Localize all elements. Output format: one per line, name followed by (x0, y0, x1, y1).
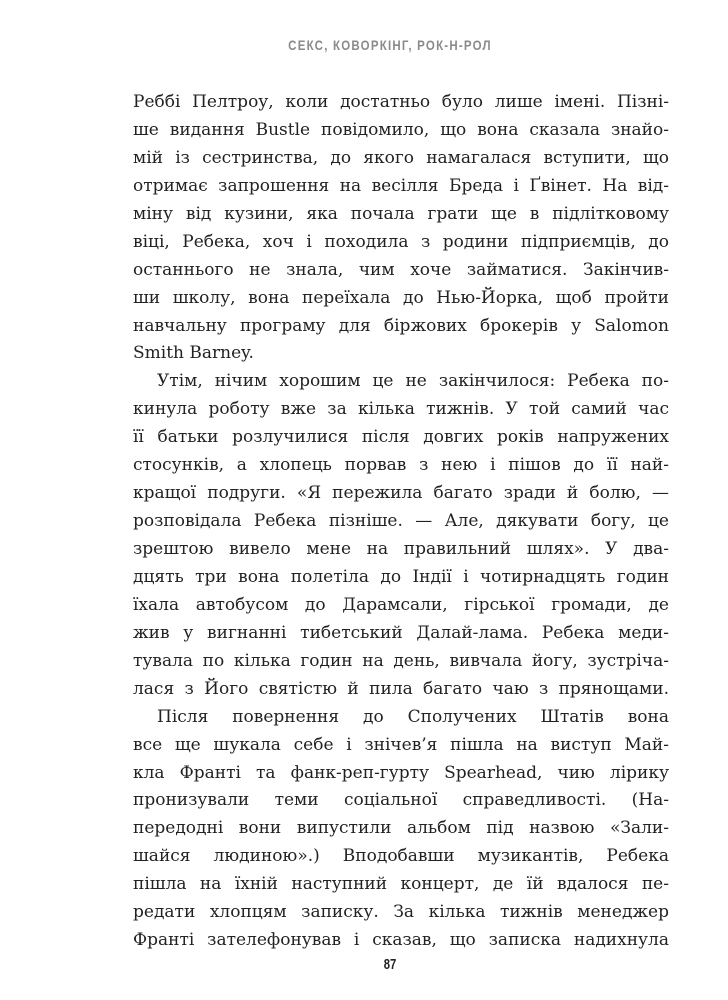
text-line: редати хлопцям записку. За кілька тижнів менеджер (133, 902, 669, 923)
text-line: жив у вигнанні тибетський Далай-лама. Ребека меди- (133, 622, 669, 643)
text-line: все ще шукала себе і знічев’я пішла на виступ Май- (133, 734, 669, 755)
text-line: Утім, нічим хорошим це не закінчилося: Ребека по- (157, 371, 669, 392)
paragraph (133, 368, 669, 703)
text-line: міну від кузини, яка почала грати ще в підлітковому (133, 203, 669, 224)
text-line: пронизували теми соціальної справедливості. (На- (133, 790, 669, 811)
text-line: шайся людиною».) Вподобавши музикантів, Ребека (133, 846, 669, 867)
text-line: Після повернення до Сполучених Штатів вона (157, 706, 669, 727)
paragraph (133, 89, 669, 368)
text-line: розповідала Ребека пізніше. — Але, дякувати богу, це (133, 511, 669, 532)
text-line: передодні вони випустили альбом під назвою «Зали- (133, 818, 669, 839)
text-line: навчальну програму для біржових брокерів у Salomon (133, 315, 669, 336)
body-text (133, 89, 669, 955)
text-line: кинула роботу вже за кілька тижнів. У той самий час (133, 399, 669, 420)
running-head: СЕКС, КОВОРКІНГ, РОК-Н-РОЛ (288, 37, 492, 53)
text-line: віці, Ребека, хоч і походила з родини підприємців, до (133, 231, 669, 252)
text-line: пішла на їхній наступний концерт, де їй вдалося пе- (133, 874, 669, 895)
text-line: Реббі Пелтроу, коли достатньо було лише імені. Пізні- (133, 92, 669, 112)
text-line: стосунків, а хлопець порвав з нею і пішов до її най- (133, 455, 669, 476)
text-line: Smith Barney. (133, 343, 254, 364)
text-line: останнього не знала, чим хоче займатися. Закінчив- (133, 259, 669, 280)
text-line: тувала по кілька годин на день, вивчала йогу, зустріча- (133, 650, 669, 671)
text-line: її батьки розлучилися після довгих років напружених (133, 427, 669, 448)
text-line: мій із сестринства, до якого намагалася вступити, що (133, 147, 669, 168)
text-line: ше видання Bustle повідомило, що вона сказала знайо- (133, 119, 669, 140)
text-line: зрештою вивело мене на правильний шлях». У два- (133, 539, 669, 559)
text-line: ши школу, вона переїхала до Нью-Йорка, щоб пройти (133, 287, 669, 308)
text-line: отримає запрошення на весілля Бреда і Ґвінет. На від- (133, 175, 669, 196)
text-line: Франті зателефонував і сказав, що записка надихнула (133, 930, 669, 951)
text-line: кращої подруги. «Я пережила багато зради й болю, — (133, 483, 669, 504)
page-number: 87 (383, 956, 397, 973)
text-line: дцять три вона полетіла до Індії і чотирнадцять годин (133, 566, 669, 587)
text-line: їхала автобусом до Дарамсали, гірської громади, де (133, 594, 669, 615)
text-line: лася з Його святістю й пила багато чаю з прянощами. (133, 678, 669, 699)
text-line: кла Франті та фанк-реп-гурту Spearhead, чию лірику (133, 762, 669, 783)
paragraph (133, 704, 669, 955)
